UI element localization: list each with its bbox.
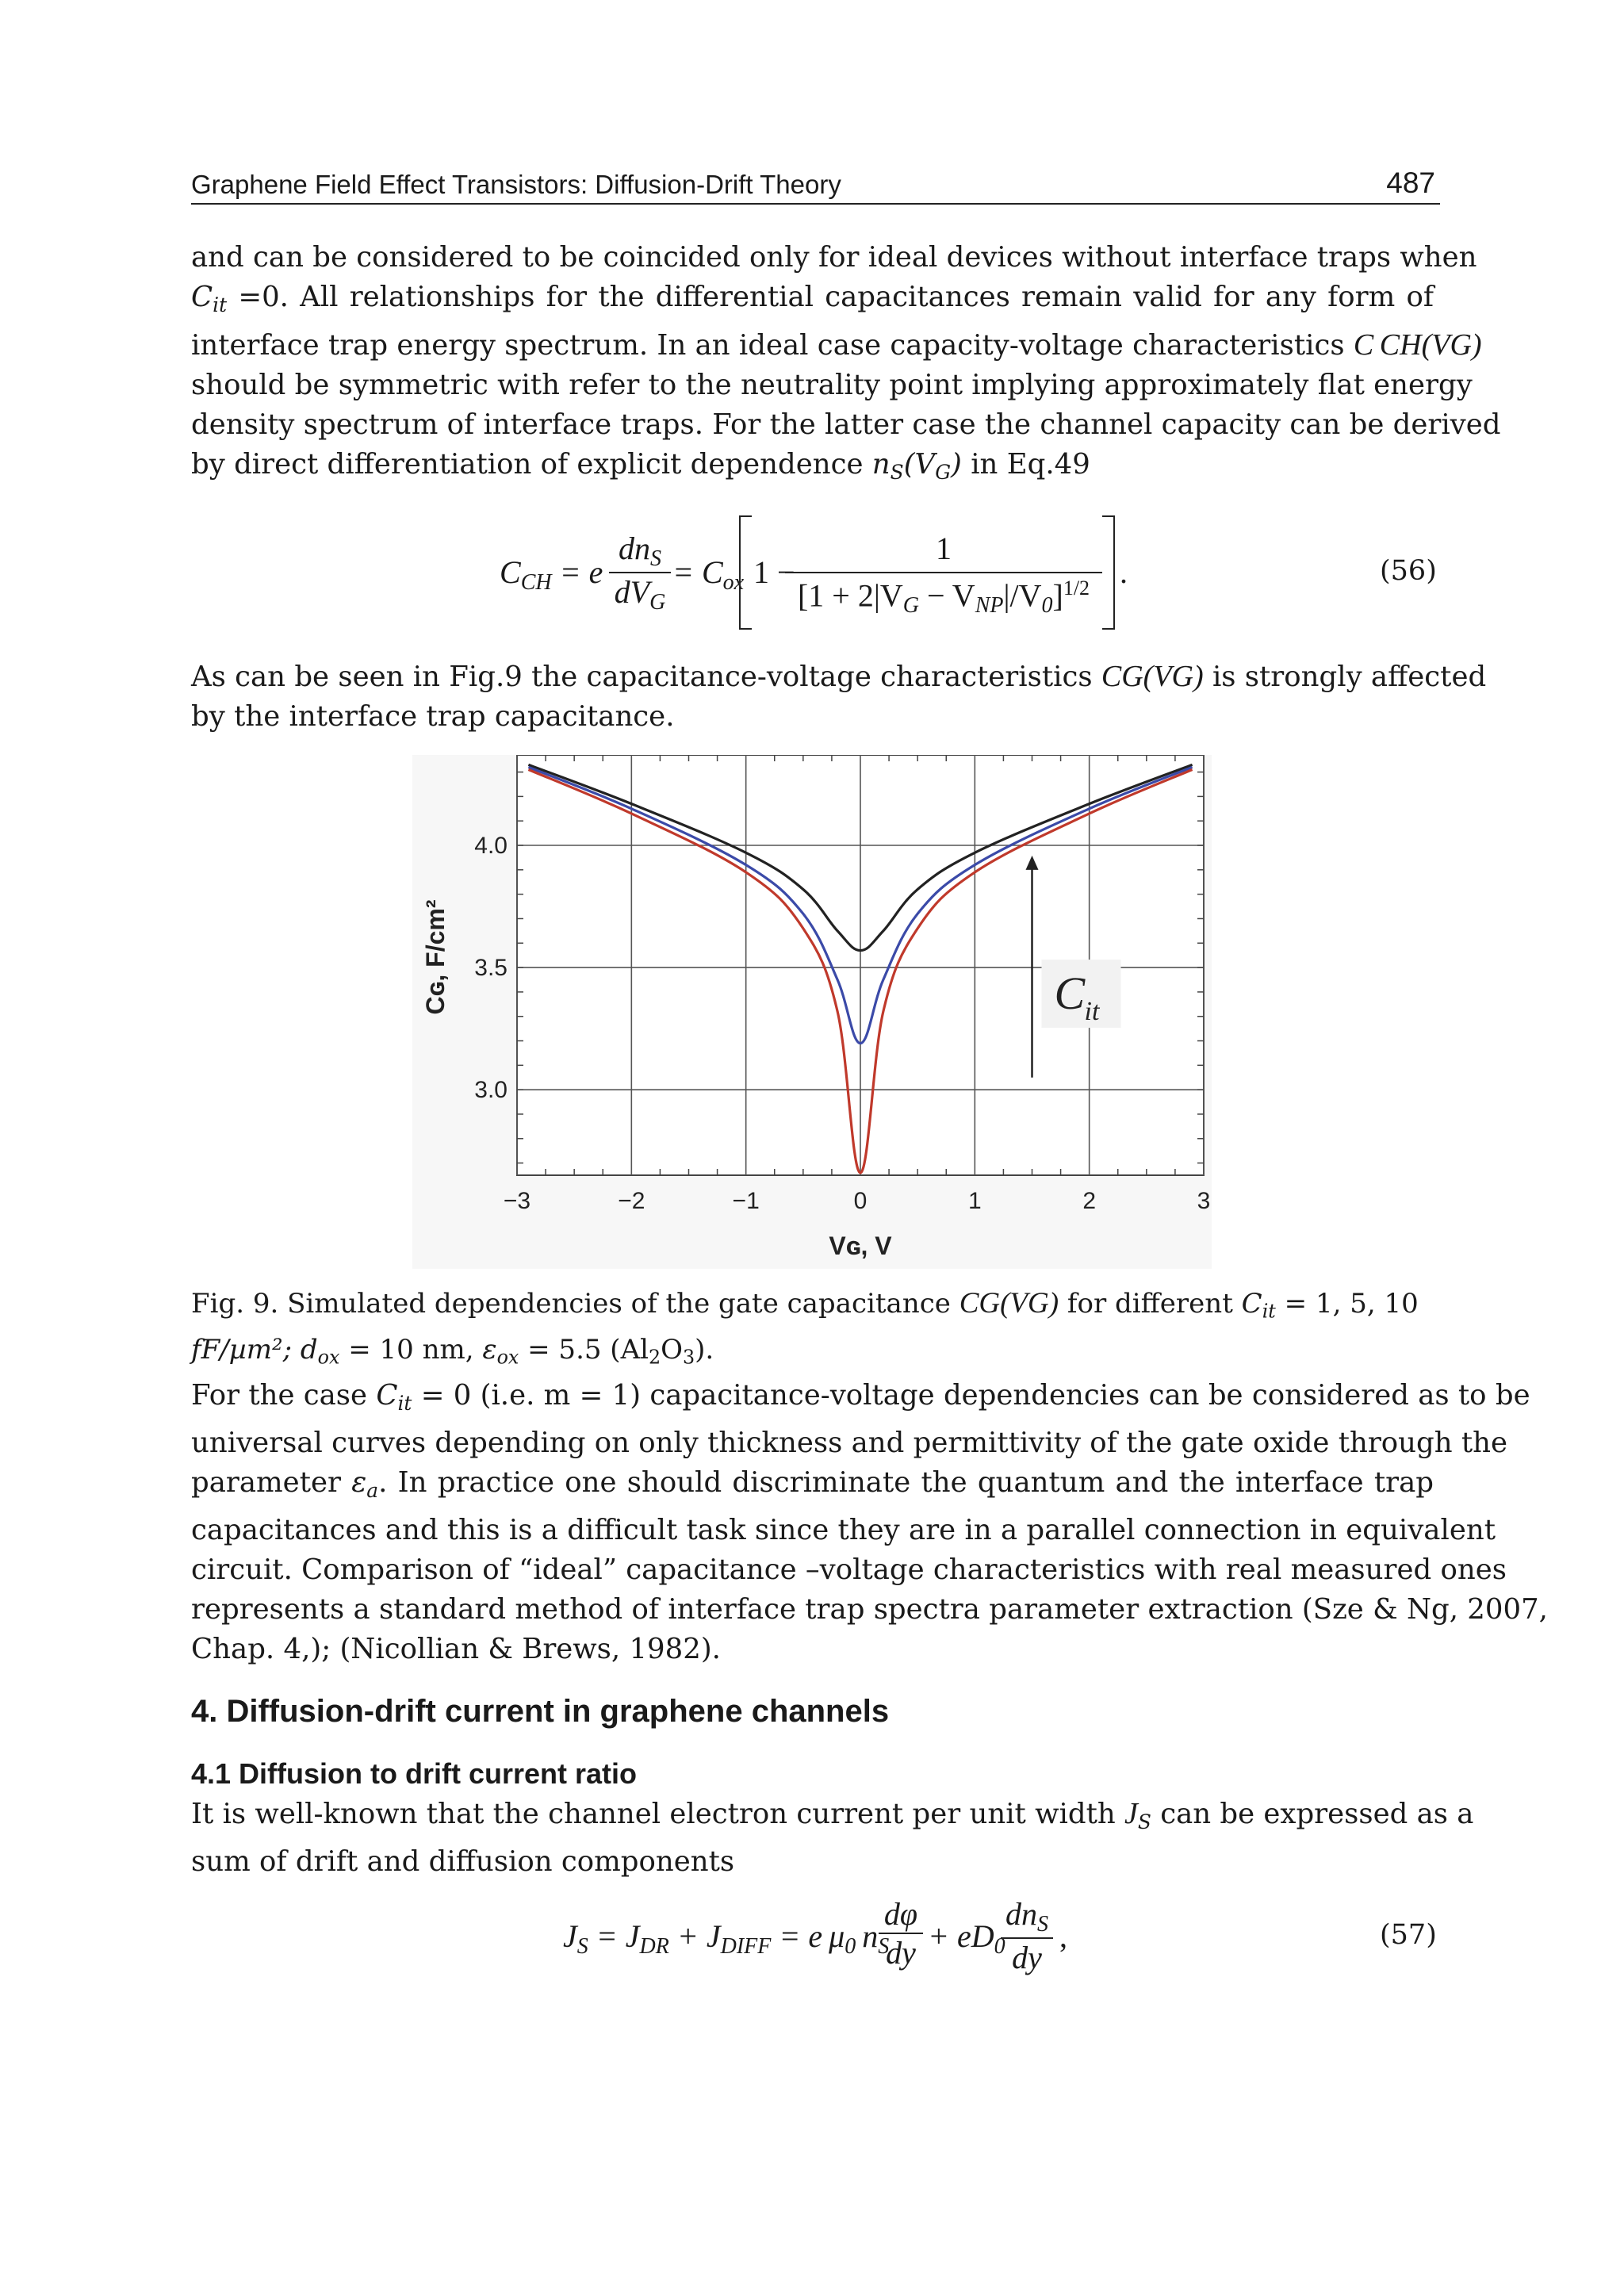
p2-line-2: by the interface trap capacitance. — [191, 700, 675, 733]
paragraph-4 — [191, 1794, 1474, 1882]
p1-line-4: should be symmetric with refer to the neutrality point implying approximately flat energy — [191, 368, 1473, 401]
page-number: 487 — [1386, 167, 1435, 199]
eq57-frac2: $dn_S$ dy — [1001, 1895, 1053, 1976]
y-tick-label: 4.0 — [474, 833, 508, 860]
eq57-number: (57) — [1380, 1919, 1437, 1951]
eq57-diff-term: + $eD_0$ — [928, 1918, 1005, 1959]
eq56-one-minus: 1 − — [753, 554, 795, 590]
p1-line-1: and can be considered to be coincided only for ideal devices without interface traps when — [191, 241, 1477, 274]
x-tick-label: 0 — [853, 1188, 868, 1214]
y-tick-label: 3.5 — [474, 955, 508, 982]
p1-line-3: interface trap energy spectrum. In an ideal case capacity-voltage characteristics C CH(VG) — [191, 328, 1482, 362]
eq56-bracket-left — [739, 515, 752, 630]
eq57-lhs: $J_S = J_{DR} + J_{DIFF} = e$ $\mu_0$ $n_S$ — [563, 1918, 890, 1959]
p1-line-2: $C_{it} =0$. All relationships for the differential capacitances remain valid for any form of — [191, 281, 1434, 316]
eq56-frac2: 1 $[1 + 2|V_G - V_{NP}|/V_0]^{1/2}$ — [785, 530, 1102, 619]
x-tick-label: −1 — [732, 1188, 760, 1214]
eq57-comma: , — [1059, 1918, 1067, 1954]
eq57-frac1: dφ dy — [879, 1895, 923, 1971]
running-title: Graphene Field Effect Transistors: Diffusion-Drift Theory — [191, 170, 841, 199]
running-header — [191, 165, 1440, 205]
p3-line-1: For the case $C_{it} = 0$ (i.e. m = 1) capacitance-voltage dependencies can be considered as to be — [191, 1379, 1530, 1415]
eq56-bracket-right — [1102, 515, 1115, 630]
subsection-heading: 4.1 Diffusion to drift current ratio — [191, 1757, 638, 1790]
x-tick-label: −2 — [618, 1188, 645, 1214]
figure-9-caption: Fig. 9. Simulated dependencies of the gate capacitance CG(VG) for different $C_{it} = 1$, 5, 10 fF/µm²; $d_{ox} = 10$ nm, $\varepsilon_{ox} = 5.5$ $(Al_2O_3)$. — [191, 1287, 1419, 1369]
eq56-period: . — [1120, 554, 1128, 590]
eq56-lhs: $C_{CH} = e$ — [500, 554, 603, 595]
y-tick-label: 3.0 — [474, 1077, 508, 1104]
x-tick-label: −3 — [503, 1188, 531, 1214]
p3-line-7: Chap. 4,); (Nicollian & Brews, 1982). — [191, 1632, 721, 1665]
eq56-frac1: $dn_S$ $dV_G$ — [609, 530, 671, 615]
y-axis-label: Cɢ, F/cm² — [421, 899, 450, 1015]
figure-9-chart — [412, 755, 1212, 1269]
p3-line-5: circuit. Comparison of “ideal” capacitance –voltage characteristics with real measured ones — [191, 1553, 1507, 1586]
p3-line-3: parameter $\varepsilon_a$. In practice one should discriminate the quantum and the interface trap — [191, 1465, 1434, 1502]
p3-line-6: represents a standard method of interface trap spectra parameter extraction (Sze & Ng, 2007, — [191, 1592, 1548, 1626]
paragraph-3 — [191, 1376, 1548, 1669]
paragraph-1 — [191, 238, 1501, 492]
section-heading: 4. Diffusion-drift current in graphene channels — [191, 1694, 890, 1729]
p1-line-6: by direct differentiation of explicit dependence $n_S(V_G)$ in Eq.49 — [191, 447, 1090, 484]
p2-line-1: As can be seen in Fig.9 the capacitance-voltage characteristics CG(VG) is strongly affected — [191, 660, 1487, 693]
p3-line-4: capacitances and this is a difficult task since they are in a parallel connection in equivalent — [191, 1513, 1496, 1546]
annotation-subscript: it — [1084, 997, 1100, 1027]
annotation-label: C — [1054, 967, 1086, 1020]
p4-line-2: sum of drift and diffusion components — [191, 1845, 735, 1878]
x-axis-label: Vɢ, V — [829, 1232, 892, 1260]
p1-line-5: density spectrum of interface traps. For the latter case the channel capacity can be derived — [191, 408, 1501, 441]
p4-line-1: It is well-known that the channel electron current per unit width $J_S$ can be expressed as a — [191, 1797, 1474, 1833]
x-tick-label: 1 — [967, 1188, 982, 1214]
eq56-number: (56) — [1380, 555, 1437, 587]
x-tick-label: 2 — [1082, 1188, 1097, 1214]
eq56-cox: = $C_{ox}$ — [672, 554, 745, 595]
paragraph-2 — [191, 657, 1487, 737]
x-tick-label: 3 — [1197, 1188, 1211, 1214]
p3-line-2: universal curves depending on only thickness and permittivity of the gate oxide through the — [191, 1426, 1508, 1459]
